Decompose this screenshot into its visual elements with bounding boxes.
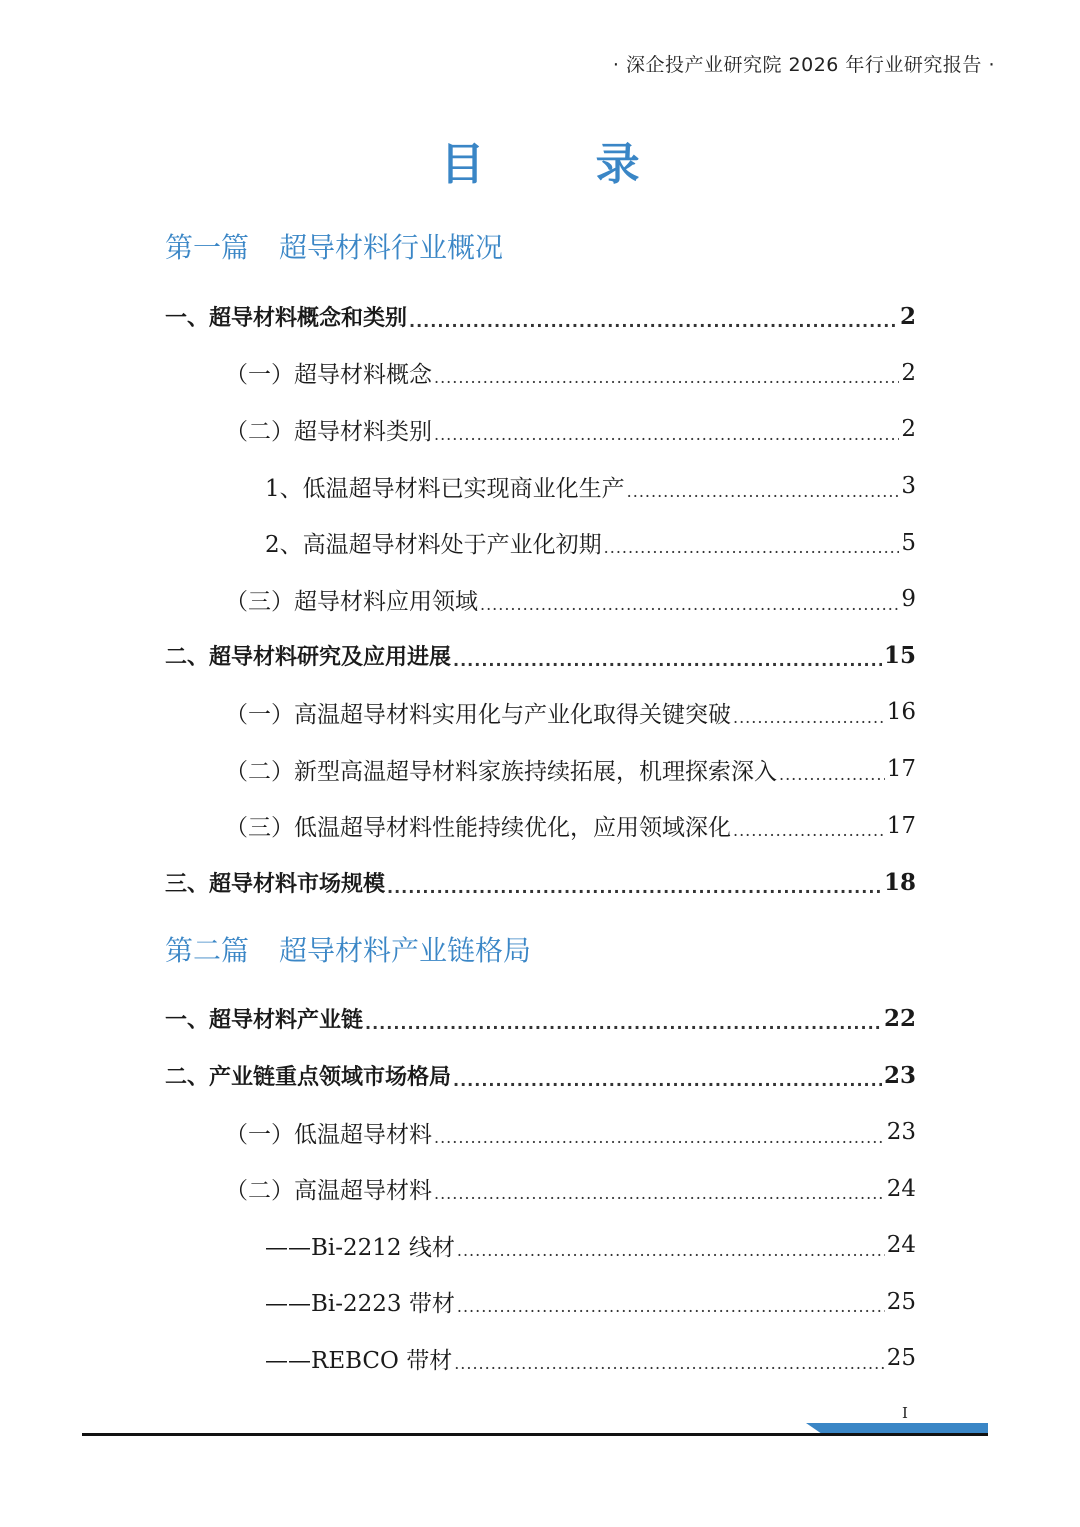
running-header: · 深企投产业研究院 2026 年行业研究报告 · (612, 54, 995, 76)
toc-entry[interactable] (165, 991, 916, 1048)
toc-entry-page: 23 (883, 1061, 916, 1089)
toc-entry[interactable] (165, 628, 916, 685)
toc-entry[interactable] (165, 514, 916, 571)
part-heading[interactable] (165, 218, 916, 274)
dot-leader (409, 312, 898, 331)
page-number: I (902, 1404, 908, 1422)
part-title: 超导材料产业链格局 (279, 933, 532, 967)
toc-entry-label: 三、超导材料市场规模 (165, 871, 386, 897)
toc-entry-label: ——Bi-2212 线材 (265, 1234, 455, 1261)
toc-entry-label: ——REBCO 带材 (265, 1347, 453, 1374)
toc-entry[interactable] (165, 288, 916, 345)
dot-leader (779, 765, 885, 784)
toc-entry-label: （二）高温超导材料 (225, 1178, 432, 1205)
toc-entry-label: 2、高温超导材料处于产业化初期 (265, 532, 602, 559)
dot-leader (627, 482, 900, 501)
toc-entry[interactable] (165, 1330, 916, 1387)
toc-entry-page: 16 (886, 699, 916, 726)
toc-entry-label: （一）超导材料概念 (225, 362, 432, 389)
dot-leader (434, 1128, 885, 1147)
dot-leader (434, 368, 899, 387)
toc-entry[interactable] (165, 854, 916, 911)
dot-leader (454, 1354, 885, 1373)
toc-entry-label: （三）超导材料应用领域 (225, 588, 478, 615)
toc-entry-page: 24 (886, 1175, 916, 1202)
toc-entry-label: （二）新型高温超导材料家族持续拓展，机理探索深入 (225, 758, 777, 785)
toc-entry-page: 17 (886, 812, 916, 839)
toc-entry-page: 22 (883, 1005, 916, 1033)
toc-entry-page: 2 (901, 359, 916, 386)
toc-entry-page: 15 (883, 642, 916, 670)
toc-entry-label: （一）低温超导材料 (225, 1121, 432, 1148)
toc-entry[interactable] (165, 571, 916, 628)
toc-entry-page: 25 (886, 1345, 916, 1372)
toc-entry-label: ——Bi-2223 带材 (265, 1291, 455, 1318)
toc-entry-page: 25 (886, 1288, 916, 1315)
part-heading[interactable] (165, 921, 916, 977)
page-title: 目 录 (440, 139, 688, 190)
toc-entry[interactable] (165, 458, 916, 515)
part-number: 第一篇 (165, 231, 250, 264)
toc-entry[interactable] (165, 741, 916, 798)
part-number: 第二篇 (165, 933, 250, 967)
toc-entry-page: 2 (901, 416, 916, 443)
dot-leader (434, 1184, 885, 1203)
table-of-contents (165, 218, 916, 1387)
dot-leader (453, 1071, 882, 1090)
toc-entry[interactable] (165, 1274, 916, 1331)
dot-leader (365, 1014, 882, 1033)
toc-entry-label: 二、产业链重点领域市场格局 (165, 1064, 452, 1090)
toc-entry-label: 一、超导材料产业链 (165, 1008, 364, 1034)
toc-entry-page: 9 (901, 586, 916, 613)
toc-entry-label: 一、超导材料概念和类别 (165, 305, 408, 331)
toc-entry-label: 1、低温超导材料已实现商业化生产 (265, 475, 625, 502)
toc-entry[interactable] (165, 1104, 916, 1161)
dot-leader (434, 425, 899, 444)
toc-entry-page: 5 (901, 529, 916, 556)
dot-leader (604, 538, 900, 557)
toc-entry[interactable] (165, 1047, 916, 1104)
toc-entry[interactable] (165, 797, 916, 854)
toc-entry-label: （一）高温超导材料实用化与产业化取得关键突破 (225, 701, 731, 728)
footer-accent-bar (806, 1423, 988, 1433)
toc-entry-label: （三）低温超导材料性能持续优化，应用领域深化 (225, 815, 731, 842)
dot-leader (387, 878, 882, 897)
part-title: 超导材料行业概况 (279, 231, 504, 264)
dot-leader (733, 821, 885, 840)
toc-entry-page: 23 (886, 1119, 916, 1146)
toc-entry[interactable] (165, 684, 916, 741)
dot-leader (733, 708, 885, 727)
dot-leader (453, 651, 882, 670)
footer-rule (82, 1433, 988, 1436)
dot-leader (480, 595, 899, 614)
dot-leader (457, 1297, 885, 1316)
toc-entry-page: 24 (886, 1232, 916, 1259)
toc-entry-label: 二、超导材料研究及应用进展 (165, 645, 452, 671)
toc-entry-page: 3 (901, 473, 916, 500)
dot-leader (457, 1241, 885, 1260)
toc-entry[interactable] (165, 1160, 916, 1217)
toc-entry[interactable] (165, 401, 916, 458)
toc-entry-page: 18 (883, 868, 916, 896)
toc-entry[interactable] (165, 1217, 916, 1274)
toc-entry[interactable] (165, 345, 916, 402)
toc-entry-page: 17 (886, 756, 916, 783)
toc-entry-page: 2 (899, 302, 916, 330)
toc-entry-label: （二）超导材料类别 (225, 418, 432, 445)
